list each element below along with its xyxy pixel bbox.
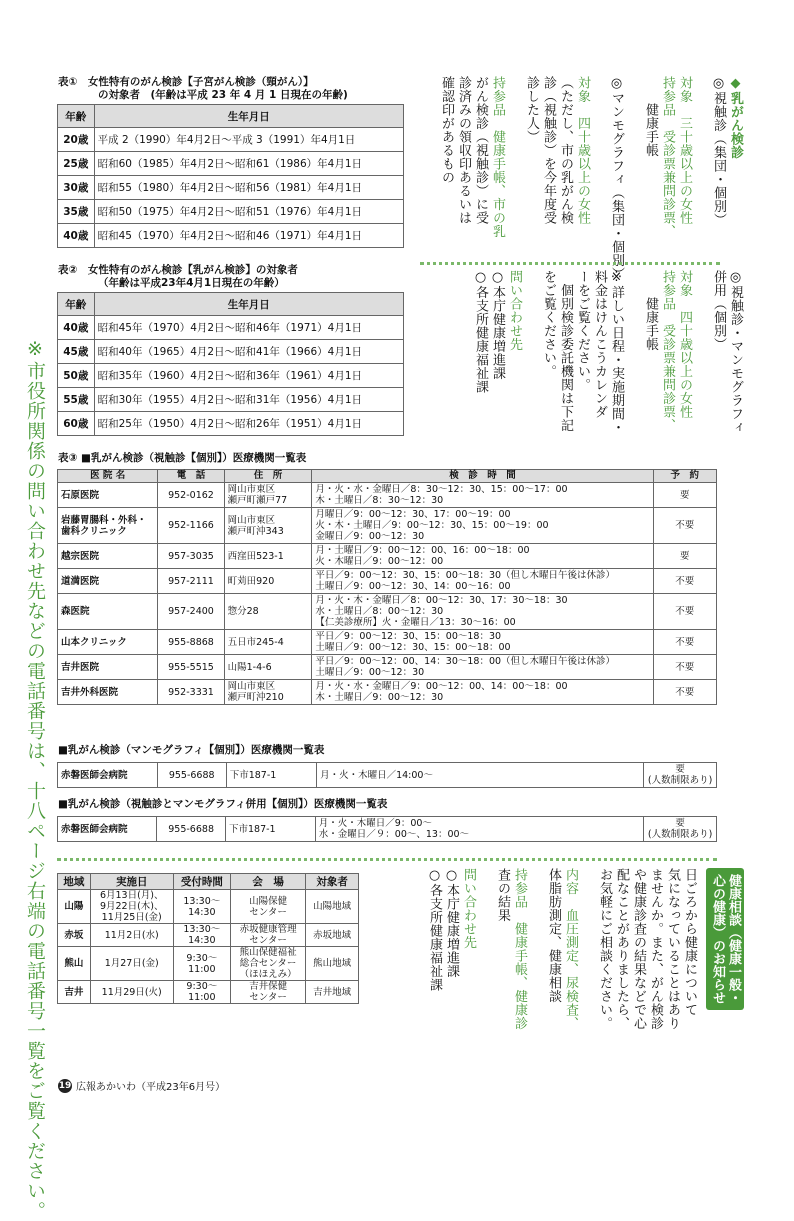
table-row [58,630,717,655]
table-cell: 952-1166 [158,508,224,544]
table-row [58,508,717,544]
table-cell: 吉井 [58,981,91,1004]
table-cell: 赤坂健康管理 センター [231,924,306,947]
table-cell: 下市187-1 [226,763,316,788]
table-cell: 西窪田523-1 [224,544,312,569]
table-cell: 町苅田920 [224,569,312,594]
table-cell: 20歳 [58,128,95,152]
table3 [57,469,717,705]
table-cell: 60歳 [58,412,95,436]
table-cell: 昭和25年（1950）4月2日～昭和26年（1951）4月1日 [94,412,403,436]
table-cell: 吉井保健 センター [231,981,306,1004]
text-line: がん検診（視触診）に受 [473,76,488,225]
table-cell: 955-6688 [157,763,226,788]
header-row [58,874,359,890]
health-consult-text [426,868,698,1064]
text-line: 持参品 健康手帳、健康診 [512,868,527,1030]
table-row [58,680,717,705]
table-cell: 952-3331 [158,680,224,705]
text-line: 配なことがありましたら、 [614,868,629,1030]
table-cell: 昭和55（1980）年4月2日～昭和56（1981）年4月1日 [94,176,403,200]
text-line: ※詳しい日程・実施期間・ [609,270,624,434]
table-cell: 昭和35年（1960）4月2日～昭和36年（1961）4月1日 [94,364,403,388]
table-cell: 昭和60（1985）年4月2日～昭和61（1986）年4月1日 [94,152,403,176]
table-row [58,152,404,176]
table3-caption: 表③ ■乳がん検診（視触診【個別】）医療機関一覧表 [58,452,307,464]
breast-cancer-details [438,76,727,281]
table1 [57,104,404,248]
table-cell: 25歳 [58,152,95,176]
table-cell: 要 (人数制限あり) [644,763,717,788]
table-row [58,569,717,594]
footer [58,1078,225,1093]
table6 [57,816,717,842]
text-line: 健康手帳 [643,270,658,351]
table-cell: 森医院 [58,594,158,630]
text-line: ○各支所健康福祉課 [427,868,442,992]
table-cell: 岡山市東区 瀬戸町瀬戸77 [224,483,312,508]
text-line: 診した人） [524,76,539,144]
table-row [58,200,404,224]
column-header: 実施日 [90,874,173,890]
column-header: 生年月日 [94,293,403,316]
table-cell: 赤磐医師会病院 [58,763,158,788]
text-line [625,270,642,440]
text-line: 対象 四十歳以上の女性 [575,76,590,225]
table-cell: 9:30～ 11:00 [173,981,230,1004]
text-line: 心の健康）のお知らせ [710,874,725,1004]
table-row [58,763,717,788]
text-line: 日ごろから健康について [682,868,697,1017]
column-header: 年齢 [58,105,95,128]
table-cell: 五日市245-4 [224,630,312,655]
text-line: 内容 血圧測定、尿検査、 [563,868,578,1030]
divider [57,858,717,861]
table-cell: 山陽1-4-6 [224,655,312,680]
table-row [58,655,717,680]
table-cell: 957-2111 [158,569,224,594]
column-header: 検 診 時 間 [312,470,653,483]
table-cell: 不要 [653,680,716,705]
header-row [58,470,717,483]
text-line: や健康診査の結果などで心 [631,868,646,1030]
table-cell: 月・火・水・金曜日／9：00～12：00、14：00～18：00 木・土曜日／9：00～12：30 [312,680,653,705]
divider [420,262,720,265]
table-cell: 952-0162 [158,483,224,508]
table-row [58,594,717,630]
table5 [57,762,717,788]
consultation-schedule-table [57,873,359,1004]
table-cell: 平日／9：00～12：30、15：00～18：30（但し木曜日午後は休診） 土曜日／9：00～12：30、14：00～16：00 [312,569,653,594]
text-line: 問い合わせ先 [461,868,476,949]
side-note: ※市役所関係の問い合わせ先などの電話番号は、十八ページ右端の電話番号一覧をご覧ください。 [24,338,46,1221]
table-cell: 不要 [653,569,716,594]
table-cell: 赤磐医師会病院 [58,817,157,842]
table-cell: 吉井地域 [306,981,359,1004]
text-line: 料金はけんこうカレンダ [592,270,607,419]
text-line: 持参品 受診票兼問診票、 [660,76,675,238]
table2-caption: 表② 女性特有のがん検診【乳がん検診】の対象者 （年齢は平成23年4月1日現在の年齢） [58,264,298,289]
table-cell: 6月13日(月)、 9月22日(木)、 11月25日(金) [90,890,173,924]
text-line: お気軽にご相談ください。 [597,868,612,1030]
table-cell: 熊山地域 [306,947,359,981]
table-cell: 吉井医院 [58,655,158,680]
table-row [58,544,717,569]
table-cell: 955-8868 [158,630,224,655]
table-cell: 吉井外科医院 [58,680,158,705]
table-row [58,483,717,508]
table6-caption: ■乳がん検診（視触診とマンモグラフィ併用【個別】）医療機関一覧表 [58,798,388,810]
table-cell: 11月2日(水) [90,924,173,947]
table-cell: 9:30～ 11:00 [173,947,230,981]
text-line [523,270,540,440]
text-line: 対象 三十歳以上の女性 [677,76,692,225]
table-row [58,890,359,924]
text-line: 持参品 受診票兼問診票、 [660,270,675,432]
column-header: 年齢 [58,293,95,316]
table-cell: 11月29日(火) [90,981,173,1004]
text-line [528,868,545,1064]
table-cell: 月曜日／9：00～12：30、17：00～19：00 火・木・土曜日／9：00～12：30、15：00～19：00 金曜日／9：00～12：30 [312,508,653,544]
health-consult-badge [706,868,744,1010]
table-cell: 957-3035 [158,544,224,569]
text-line: ○本庁健康増進課 [490,270,505,380]
page-number: 19 [58,1080,72,1091]
table-cell: 45歳 [58,340,95,364]
text-line: 持参品 健康手帳、市の乳 [490,76,505,238]
table-cell: 不要 [653,594,716,630]
table-cell: 道満医院 [58,569,158,594]
table-cell: 岡山市東区 瀬戸町沖343 [224,508,312,544]
column-header: 地域 [58,874,91,890]
table-row [58,316,404,340]
text-line: （ただし、市の乳がん検 [558,76,573,225]
table-cell: 40歳 [58,316,95,340]
table-cell: 要 [653,544,716,569]
text-line: 併用（個別） [711,270,726,351]
text-line: 問い合わせ先 [507,270,522,351]
table-cell: 13:30～ 14:30 [173,890,230,924]
table-row [58,412,404,436]
table-row [58,388,404,412]
column-header: 予 約 [653,470,716,483]
table-row [58,924,359,947]
table-cell: 50歳 [58,364,95,388]
table-cell: 惣分28 [224,594,312,630]
table-cell: 熊山 [58,947,91,981]
text-line: 診（視触診）を今年度受 [541,76,556,225]
column-header: 会 場 [231,874,306,890]
text-line: 確認印があるもの [439,76,454,184]
table-cell: 岩藤胃腸科・外科・ 歯科クリニック [58,508,158,544]
text-line [506,76,523,266]
table-cell: 山陽地域 [306,890,359,924]
table-cell: 昭和50（1975）年4月2日～昭和51（1976）年4月1日 [94,200,403,224]
table-cell: 955-6688 [157,817,226,842]
text-line: 査の結果 [495,868,510,922]
table-row [58,340,404,364]
table-cell: 山本クリニック [58,630,158,655]
text-line: 健康相談（健康一般・ [726,874,741,1004]
table-cell: 月・火・木・金曜日／8：00～12：30、17：30～18：30 水・土曜日／8：00～12：30 【仁美診療所】火・金曜日／13：30～16：00 [312,594,653,630]
column-header: 生年月日 [94,105,403,128]
text-line [693,76,710,266]
table-cell: 月・火・木曜日／14:00～ [317,763,644,788]
table-cell: 35歳 [58,200,95,224]
text-line [579,868,596,1064]
table-cell: 越宗医院 [58,544,158,569]
text-line: 個別検診委託機関は下記 [558,270,573,432]
text-line [477,868,494,1064]
table-cell: 1月27日(金) [90,947,173,981]
table-cell: 不要 [653,655,716,680]
text-line [625,76,642,266]
text-line: 健康手帳 [643,76,658,157]
header-row [58,105,404,128]
text-line: ◎視触診・マンモグラフィ [728,270,743,434]
table-cell: 957-2400 [158,594,224,630]
table-row [58,176,404,200]
text-line: ◎視触診（集団・個別） [711,76,726,227]
breast-cancer-section: ◆乳がん検診 ◎視触診（集団・個別） 対象 三十歳以上の女性 持参品 受診票兼問診票、 健康手帳 ◎マンモグラフィ（集団・個別） 対象 四十歳以上の女性 （ただし、市の乳がん検 診（視触診）を今年度受 診した人） 持参品 健康手帳、市の乳 がん検診（視触診）に受 診済みの領収印あるいは 確認印があるもの [439,76,743,281]
table-cell: 955-5515 [158,655,224,680]
table-row [58,128,404,152]
column-header: 電 話 [158,470,224,483]
table-cell: 山陽 [58,890,91,924]
combined-exam-details [472,270,744,440]
table-cell: 熊山保健福祉 総合センター （ほほえみ） [231,947,306,981]
table-cell: 要 [653,483,716,508]
table-cell: 昭和45（1970）年4月2日～昭和46（1971）年4月1日 [94,224,403,248]
footer-text: 広報あかいわ（平成23年6月号） [76,1082,226,1093]
text-line: ○各支所健康福祉課 [473,270,488,394]
text-line: ーをご覧ください。 [575,270,590,392]
column-header: 医 院 名 [58,470,158,483]
text-line: ○本庁健康増進課 [444,868,459,978]
table-row [58,947,359,981]
table-cell: 昭和45年（1970）4月2日～昭和46年（1971）4月1日 [94,316,403,340]
table-cell: 石原医院 [58,483,158,508]
table-cell: 平日／9：00～12：00、14：30～18：00（但し木曜日午後は休診） 土曜日／9：00～12：30 [312,655,653,680]
table-cell: 昭和40年（1965）4月2日～昭和41年（1966）4月1日 [94,340,403,364]
table5-caption: ■乳がん検診（マンモグラフィ【個別】）医療機関一覧表 [58,744,325,756]
text-line: 気になっていることはあり [665,868,680,1030]
table-cell: 岡山市東区 瀬戸町沖210 [224,680,312,705]
table-cell: 月・土曜日／9：00～12：00、16：00～18：00 火・木曜日／9：00～12：00 [312,544,653,569]
table-cell: 40歳 [58,224,95,248]
table-cell: 55歳 [58,388,95,412]
table-row [58,981,359,1004]
table-cell: 下市187-1 [225,817,315,842]
table2 [57,292,404,436]
column-header: 対象者 [306,874,359,890]
column-header: 受付時間 [173,874,230,890]
column-header: 住 所 [224,470,312,483]
table-cell: 赤坂地域 [306,924,359,947]
table-row [58,817,717,842]
text-line: ませんか。また、がん検診 [648,868,663,1030]
table-cell: 30歳 [58,176,95,200]
table-cell: 山陽保健 センター [231,890,306,924]
table-cell: 月・火・水・金曜日／8：30～12：30、15：00～17：00 木・土曜日／8：30～12：30 [312,483,653,508]
text-line [693,270,710,440]
text-line: 診済みの領収印あるいは [456,76,471,225]
table-cell: 不要 [653,630,716,655]
table-row [58,364,404,388]
header-row [58,293,404,316]
table-cell: 不要 [653,508,716,544]
table-cell: 要 (人数制限あり) [644,817,717,842]
table-cell: 昭和30年（1955）4月2日～昭和31年（1956）4月1日 [94,388,403,412]
table-row [58,224,404,248]
table1-caption: 表① 女性特有のがん検診【子宮がん検診（頸がん）】 の対象者 (年齢は平成 23 年 4 月 1 日現在の年齢) [58,76,348,101]
table-cell: 月・火・木曜日／9：00～ 水・金曜日／９：00～、13：00～ [315,817,643,842]
table-cell: 平日／9：00～12：30、15：00～18：30 土曜日／9：00～12：30、15：00～18：00 [312,630,653,655]
table-cell: 平成 2（1990）年4月2日～平成 3（1991）年4月1日 [94,128,403,152]
text-line [591,76,608,266]
text-line: 体脂肪測定、健康相談 [546,868,561,1003]
table-cell: 13:30～ 14:30 [173,924,230,947]
text-line: 対象 四十歳以上の女性 [677,270,692,419]
table-cell: 赤坂 [58,924,91,947]
text-line: ◎マンモグラフィ（集団・個別） [609,76,624,281]
text-line: をご覧ください。 [541,270,556,378]
